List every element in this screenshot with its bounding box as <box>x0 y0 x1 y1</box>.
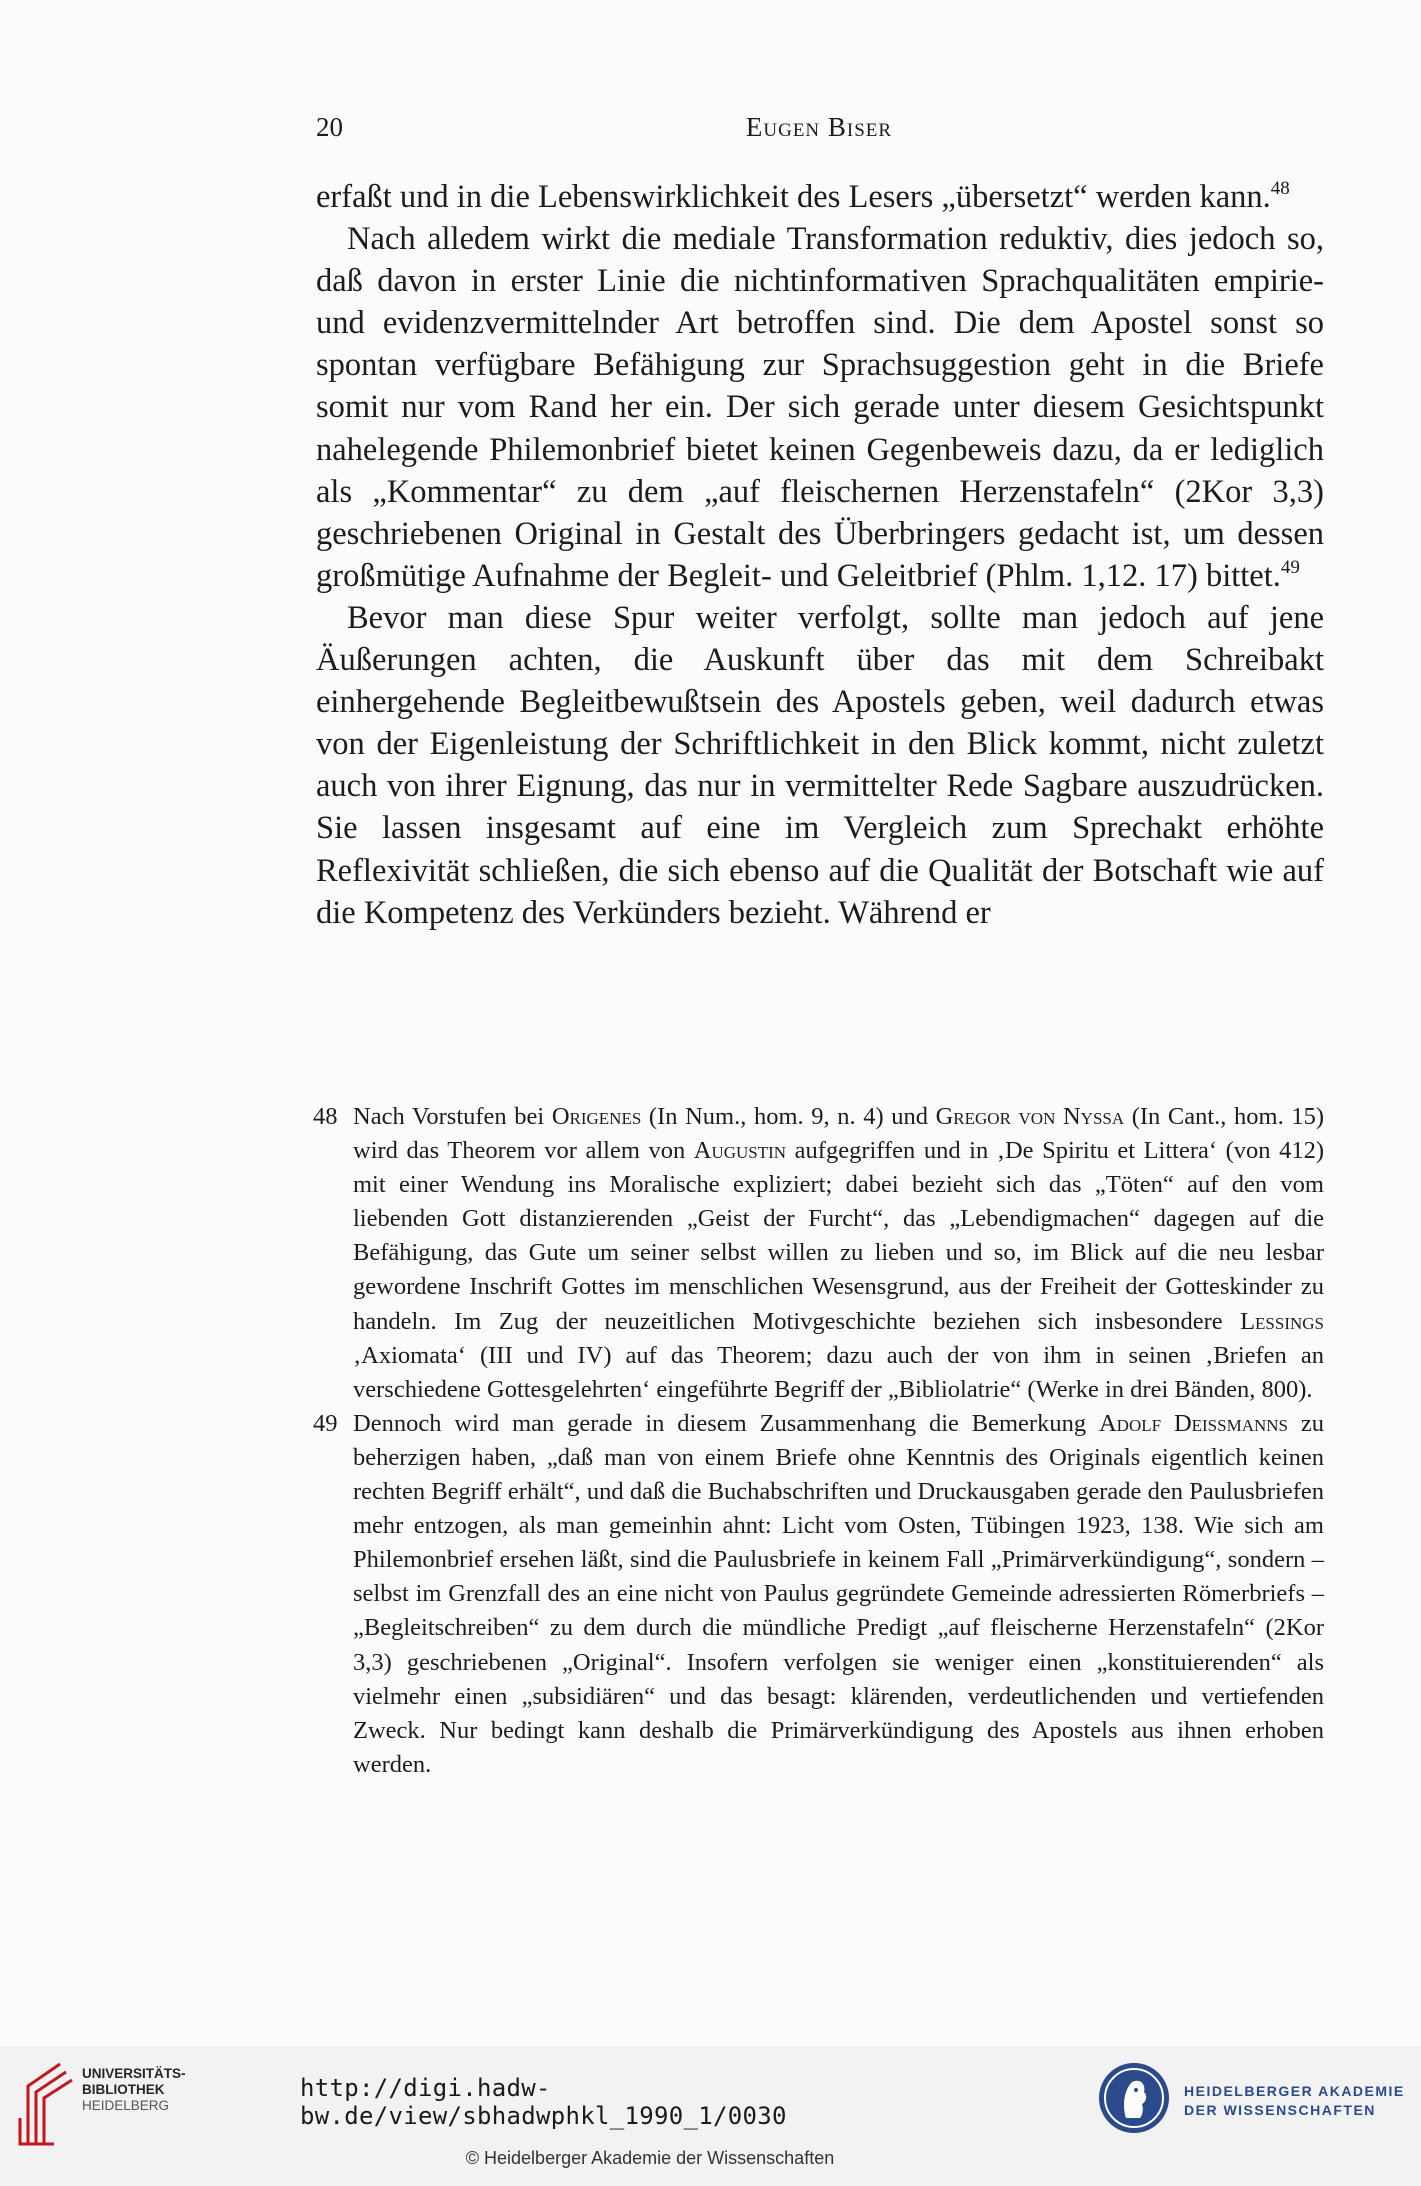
footnote-text: ‚Axiomata‘ (III und IV) auf das Theorem; dazu auch der von ihm in seinen ‚Briefen an verschiedene Gottesgelehrten‘ eingeführte Begriff der „Bibliolatrie“ (Werke in drei Bänden, 800). <box>353 1341 1324 1403</box>
footnote-ref-48[interactable]: 48 <box>1270 178 1290 199</box>
footnote-number: 48 <box>313 1103 338 1130</box>
ub-line-1: UNIVERSITÄTS- <box>82 2066 186 2081</box>
academy-seal-icon[interactable] <box>1096 2060 1172 2136</box>
footnote-ref-49[interactable]: 49 <box>1280 556 1300 578</box>
author-name: Gregor von Nyssa <box>935 1103 1125 1130</box>
ub-line-2: BIBLIOTHEK <box>82 2082 165 2097</box>
footnote-48 <box>313 1100 1324 1407</box>
footnotes <box>313 1100 1324 1782</box>
academy-name <box>1184 2082 1405 2120</box>
paragraph-2 <box>316 218 1324 597</box>
running-head: Eugen Biser <box>745 112 893 142</box>
university-library-logo-icon[interactable] <box>14 2058 74 2150</box>
permalink-url[interactable]: http://digi.hadw-bw.de/view/sbhadwphkl_1990_1/0030 <box>300 2074 787 2130</box>
paragraph-3: Bevor man diese Spur weiter verfolgt, sollte man jedoch auf jene Äußerungen achten, die Auskunft über das mit dem Schreibakt einhergehende Begleitbewußtsein des Apostels geben, weil dadurch etwas von der Eigenleistung der Schriftlichkeit in den Blick kommt, nicht zuletzt auch von ihrer Eignung, das nur in vermittelter Rede Sagbare auszudrücken. Sie lassen insgesamt auf eine im Vergleich zum Sprechakt erhöhte Reflexivität schließen, die sich ebenso auf die Qualität der Botschaft wie auf die Kompetenz des Verkünders bezieht. Während er <box>316 599 1324 931</box>
paragraph-1 <box>316 176 1324 218</box>
paragraph-1-text: erfaßt und in die Lebenswirklichkeit des Lesers „übersetzt“ werden kann. <box>316 179 1271 215</box>
footnote-text: zu beherzigen haben, „daß man von einem Briefe ohne Kenntnis des Originals eigentlich keinen rechten Begriff erhält“, und daß die Buchabschriften und Druckausgaben gerade den Paulusbriefen mehr entzogen, als man gemeinhin ahnt: Licht vom Osten, Tübingen 1923, 138. Wie sich am Philemonbrief ersehen läßt, sind die Paulusbriefe in keinem Fall „Primärverkündigung“, sondern – selbst im Grenzfall des an eine nicht von Paulus gegründete Gemeinde adressierten Römerbriefs – „Begleitschreiben“ zu dem durch die mündliche Predigt „auf fleischerne Herzenstafeln“ (2Kor 3,3) geschriebenen „Original“. Insofern verfolgen sie weniger einen „konstituierenden“ als vielmehr einen „subsidiären“ und das besagt: klärenden, verdeutlichenden und vertiefenden Zweck. Nur bedingt kann deshalb die Primärverkündigung des Apostels aus ihnen erhoben werden. <box>353 1409 1325 1778</box>
footnote-text: (In Cant., hom. 15) wird das Theorem vor allem von <box>353 1103 1324 1165</box>
copyright-notice: © Heidelberger Akademie der Wissenschaften <box>465 2148 835 2168</box>
author-name: Augustin <box>693 1137 787 1165</box>
university-library-name <box>82 2066 186 2114</box>
academy-line-1: HEIDELBERGER AKADEMIE <box>1184 2083 1405 2099</box>
footnote-text: Nach Vorstufen bei <box>353 1103 552 1130</box>
author-name: Lessings <box>1240 1307 1324 1335</box>
footnote-number: 49 <box>313 1409 338 1437</box>
ub-line-3: HEIDELBERG <box>82 2098 170 2113</box>
page-header <box>316 112 1322 152</box>
footnote-49 <box>313 1407 1324 1782</box>
footnote-text: aufgegriffen und in ‚De Spiritu et Littera‘ (von 412) mit einer Wendung ins Moralische expliziert; dabei bezieht sich das „Töten“ auf den vom liebenden Gott distanzierenden „Geist der Furcht“, das „Lebendigmachen“ dagegen auf die Befähigung, das Gute um seiner selbst willen zu lieben und so, im Blick auf die neu lesbar gewordene Inschrift Gottes im menschlichen Wesensgrund, aus der Freiheit der Gotteskinder zu handeln. Im Zug der neuzeitlichen Motivgeschichte beziehen sich insbesondere <box>353 1137 1324 1335</box>
paragraph-2-text: Nach alledem wirkt die mediale Transformation reduktiv, dies jedoch so, daß davon in erster Linie die nichtinformativen Sprachqualitäten empirie- und evidenzvermittelnder Art betroffen sind. Die dem Apostel sonst so spontan verfügbare Befähigung zur Sprachsuggestion geht in die Briefe somit nur vom Rand her ein. Der sich gerade unter diesem Gesichtspunkt nahelegende Philemonbrief bietet keinen Gegenbeweis dazu, da er lediglich als „Kommentar“ zu dem „auf fleischernen Herzenstafeln“ (2Kor 3,3) geschriebenen Original in Gestalt des Überbringers gedacht ist, um dessen großmütige Aufnahme der Begleit- und Geleitbrief (Phlm. 1,12. 17) bittet. <box>316 221 1324 594</box>
academy-line-2: DER WISSENSCHAFTEN <box>1184 2102 1376 2118</box>
author-name: Adolf Deissmanns <box>1098 1409 1288 1437</box>
body-text <box>316 176 1324 934</box>
footnote-text: Dennoch wird man gerade in diesem Zusammenhang die Bemerkung <box>353 1409 1099 1437</box>
footnote-text: (In Num., hom. 9, n. 4) und <box>641 1103 936 1130</box>
author-name: Origenes <box>551 1103 642 1130</box>
page-number: 20 <box>316 112 343 142</box>
